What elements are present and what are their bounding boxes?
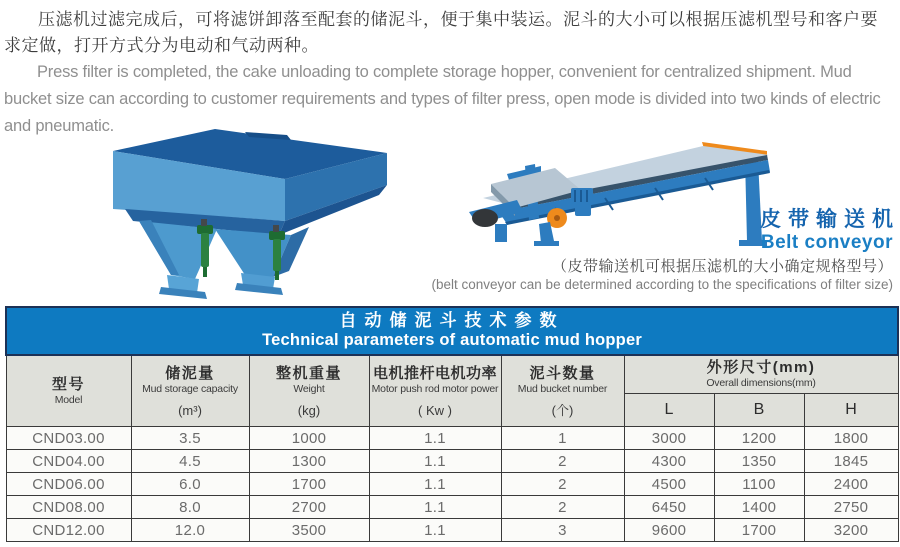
col-header-capacity <box>131 355 249 427</box>
cell-power: 1.1 <box>369 450 501 473</box>
cell-buckets: 3 <box>501 519 624 542</box>
cell-power: 1.1 <box>369 519 501 542</box>
col-capacity-en: Mud storage capacity <box>142 382 238 395</box>
cell-H: 2400 <box>804 473 898 496</box>
cell-H: 1800 <box>804 427 898 450</box>
belt-conveyor-caption <box>403 207 900 293</box>
col-header-B: B <box>714 394 804 427</box>
col-header-bucket-number <box>501 355 624 427</box>
cell-L: 4300 <box>624 450 714 473</box>
table-header-row <box>6 355 898 394</box>
belt-conveyor-note-en: (belt conveyor can be determined according to the specifications of filter size) <box>431 277 893 292</box>
cell-model: CND12.00 <box>6 519 131 542</box>
table-row <box>6 427 898 450</box>
cell-B: 1350 <box>714 450 804 473</box>
col-weight-zh: 整机重量 <box>275 364 342 382</box>
table-row <box>6 519 898 542</box>
cell-L: 9600 <box>624 519 714 542</box>
cell-power: 1.1 <box>369 496 501 519</box>
intro-paragraph-zh: 压滤机过滤完成后，可将滤饼卸落至配套的储泥斗，便于集中装运。泥斗的大小可以根据压滤机型号和客户要求定做，打开方式分为电动和气动两种。 <box>4 10 878 55</box>
belt-conveyor-note-zh: （皮带输送机可根据压滤机的大小确定规格型号） <box>551 258 893 275</box>
col-header-dimensions <box>624 355 898 394</box>
cell-buckets: 2 <box>501 450 624 473</box>
table-title-band <box>6 307 898 355</box>
cell-H: 3200 <box>804 519 898 542</box>
col-dims-en: Overall dimensions(mm) <box>706 377 816 389</box>
cell-weight: 1700 <box>249 473 369 496</box>
cell-weight: 1300 <box>249 450 369 473</box>
table-row <box>6 450 898 473</box>
col-power-en: Motor push rod motor power <box>371 382 499 395</box>
cell-B: 1400 <box>714 496 804 519</box>
mud-hopper-photo <box>95 123 405 303</box>
belt-conveyor-title-zh: 皮带输送机 <box>760 208 900 231</box>
cell-capacity: 6.0 <box>131 473 249 496</box>
cell-capacity: 12.0 <box>131 519 249 542</box>
cell-model: CND06.00 <box>6 473 131 496</box>
col-power-unit: ( Kw ) <box>418 402 452 418</box>
cell-weight: 3500 <box>249 519 369 542</box>
col-capacity-zh: 储泥量 <box>165 364 215 382</box>
cell-buckets: 2 <box>501 473 624 496</box>
cell-buckets: 1 <box>501 427 624 450</box>
col-weight-unit: (kg) <box>297 402 321 418</box>
belt-conveyor-title-en: Belt conveyor <box>760 232 893 253</box>
col-model-en: Model <box>54 393 83 406</box>
table-title-en: Technical parameters of automatic mud hopper <box>262 331 642 349</box>
col-header-power <box>369 355 501 427</box>
cell-model: CND03.00 <box>6 427 131 450</box>
cell-B: 1700 <box>714 519 804 542</box>
tech-params-table <box>5 306 899 542</box>
cell-L: 3000 <box>624 427 714 450</box>
col-weight-en: Weight <box>293 382 325 395</box>
cell-power: 1.1 <box>369 473 501 496</box>
cell-buckets: 2 <box>501 496 624 519</box>
intro-paragraph-en: Press filter is completed, the cake unloading to complete storage hopper, convenient for centralized shipment. Mud bucket size can according to customer requirements and types of filter press, open mode is divided into two kinds of electric and pneumatic. <box>4 63 881 135</box>
col-capacity-unit: (m³) <box>178 402 202 418</box>
table-title-zh: 自动储泥斗技术参数 <box>339 311 565 330</box>
col-model-zh: 型号 <box>51 375 85 393</box>
cell-weight: 2700 <box>249 496 369 519</box>
cell-B: 1100 <box>714 473 804 496</box>
cell-H: 2750 <box>804 496 898 519</box>
cell-L: 4500 <box>624 473 714 496</box>
table-row <box>6 496 898 519</box>
col-dims-zh: 外形尺寸(mm) <box>706 359 816 376</box>
cell-power: 1.1 <box>369 427 501 450</box>
cell-L: 6450 <box>624 496 714 519</box>
col-bucket-en: Mud bucket number <box>517 382 608 395</box>
col-header-L: L <box>624 394 714 427</box>
cell-model: CND04.00 <box>6 450 131 473</box>
cell-capacity: 3.5 <box>131 427 249 450</box>
col-header-model <box>6 355 131 427</box>
cell-model: CND08.00 <box>6 496 131 519</box>
table-row <box>6 473 898 496</box>
col-bucket-unit: (个) <box>551 402 574 418</box>
col-header-H: H <box>804 394 898 427</box>
cell-capacity: 4.5 <box>131 450 249 473</box>
cell-H: 1845 <box>804 450 898 473</box>
cell-capacity: 8.0 <box>131 496 249 519</box>
cell-weight: 1000 <box>249 427 369 450</box>
media-section <box>0 115 900 305</box>
cell-B: 1200 <box>714 427 804 450</box>
col-power-zh: 电机推杆电机功率 <box>372 364 497 382</box>
col-bucket-zh: 泥斗数量 <box>529 364 596 382</box>
col-header-weight <box>249 355 369 427</box>
